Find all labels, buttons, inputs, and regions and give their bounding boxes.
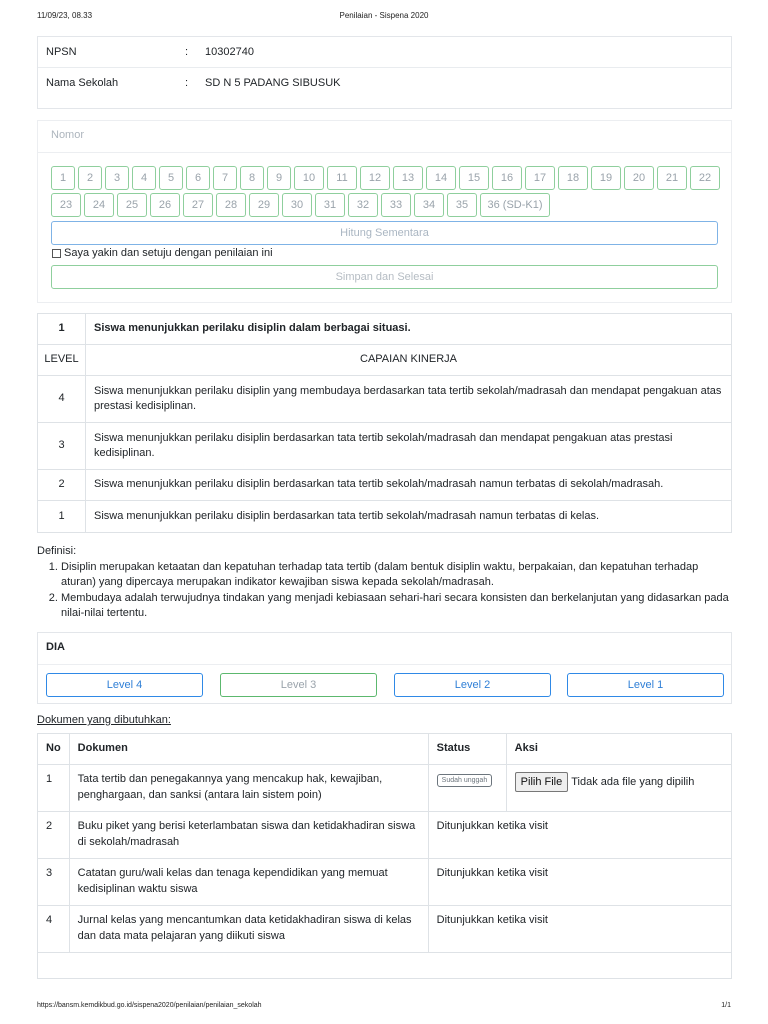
agree-checkbox[interactable]: [52, 249, 61, 258]
dokumen-table: [37, 733, 732, 979]
number-button-16[interactable]: 16: [492, 166, 522, 190]
dokumen-name: Buku piket yang berisi keterlambatan siswa dan ketidakhadiran siswa di sekolah/madrasah: [69, 812, 428, 859]
dokumen-row: [38, 812, 732, 859]
capaian-header: CAPAIAN KINERJA: [86, 345, 732, 376]
number-button-20[interactable]: 20: [624, 166, 654, 190]
dokumen-name: Tata tertib dan penegakannya yang mencakup hak, kewajiban, penghargaan, dan sanksi (antara lain sistem poin): [69, 765, 428, 812]
number-row-1: [51, 166, 720, 190]
number-button-27[interactable]: 27: [183, 193, 213, 217]
indicator-title: Siswa menunjukkan perilaku disiplin dalam berbagai situasi.: [86, 314, 732, 345]
number-button-28[interactable]: 28: [216, 193, 246, 217]
number-button-11[interactable]: 11: [327, 166, 357, 190]
dia-title: DIA: [46, 641, 65, 653]
row-number: 3: [38, 859, 70, 906]
level-description: Siswa menunjukkan perilaku disiplin berdasarkan tata tertib sekolah/madrasah dan mendapat pengakuan atas prestasi kedisiplinan.: [86, 423, 732, 470]
status-text: Ditunjukkan ketika visit: [428, 859, 731, 906]
level-2-button[interactable]: Level 2: [394, 673, 551, 697]
number-button-32[interactable]: 32: [348, 193, 378, 217]
level-row: [38, 423, 732, 470]
school-name-row: [38, 68, 731, 99]
level-header-row: [38, 345, 732, 376]
status-cell: [428, 765, 506, 812]
dokumen-name: Catatan guru/wali kelas dan tenaga kependidikan yang memuat kedisiplinan waktu siswa: [69, 859, 428, 906]
number-button-29[interactable]: 29: [249, 193, 279, 217]
status-header: Status: [428, 734, 506, 765]
npsn-value: 10302740: [205, 46, 254, 58]
status-badge: Sudah unggah: [437, 774, 493, 787]
number-button-34[interactable]: 34: [414, 193, 444, 217]
number-button-25[interactable]: 25: [117, 193, 147, 217]
dokumen-name: Jurnal kelas yang mencantumkan data ketidakhadiran siswa di kelas dan data mata pelajaran yang diikuti siswa: [69, 906, 428, 953]
definisi-item: 1. Disiplin merupakan ketaatan dan kepatuhan terhadap tata tertib (dalam bentuk disiplin waktu, berpakaian, dan kepatuhan terhadap aturan) yang dipercaya merupakan indikator kewajiban siswa kepada sekolah/madrasah.: [61, 560, 732, 591]
number-button-19[interactable]: 19: [591, 166, 621, 190]
status-text: Ditunjukkan ketika visit: [428, 812, 731, 859]
level-number: 3: [38, 423, 86, 470]
level-row: [38, 376, 732, 423]
level-description: Siswa menunjukkan perilaku disiplin berdasarkan tata tertib sekolah/madrasah namun terbatas di kelas.: [86, 501, 732, 533]
number-button-36[interactable]: 36 (SD-K1): [480, 193, 550, 217]
level-number: 4: [38, 376, 86, 423]
level-header: LEVEL: [38, 345, 86, 376]
simpan-selesai-button[interactable]: Simpan dan Selesai: [51, 265, 718, 289]
number-button-8[interactable]: 8: [240, 166, 264, 190]
row-number: 1: [38, 765, 70, 812]
level-table: [37, 313, 732, 533]
dokumen-row: [38, 765, 732, 812]
colon: :: [185, 46, 189, 58]
level-description: Siswa menunjukkan perilaku disiplin berdasarkan tata tertib sekolah/madrasah namun terbatas di sekolah/madrasah.: [86, 470, 732, 501]
number-button-3[interactable]: 3: [105, 166, 129, 190]
print-header: [0, 11, 768, 21]
dokumen-row: [38, 906, 732, 953]
empty-cell: [38, 953, 732, 979]
dokumen-header: Dokumen: [69, 734, 428, 765]
print-url: https://bansm.kemdikbud.go.id/sispena2020/penilaian/penilaian_sekolah: [37, 1002, 262, 1009]
status-text: Ditunjukkan ketika visit: [428, 906, 731, 953]
level-number: 1: [38, 501, 86, 533]
colon: :: [185, 77, 189, 89]
aksi-header: Aksi: [506, 734, 731, 765]
indicator-row: [38, 314, 732, 345]
row-number: 4: [38, 906, 70, 953]
number-button-26[interactable]: 26: [150, 193, 180, 217]
choose-file-button[interactable]: Pilih File: [515, 772, 569, 792]
level-1-button[interactable]: Level 1: [567, 673, 724, 697]
number-button-13[interactable]: 13: [393, 166, 423, 190]
dokumen-title: Dokumen yang dibutuhkan:: [37, 714, 171, 726]
divider: [38, 152, 731, 153]
number-button-33[interactable]: 33: [381, 193, 411, 217]
agree-checkbox-row[interactable]: [52, 246, 273, 260]
indicator-number: 1: [38, 314, 86, 345]
aksi-cell: [506, 765, 731, 812]
number-button-35[interactable]: 35: [447, 193, 477, 217]
definisi-section: [37, 544, 732, 622]
number-button-23[interactable]: 23: [51, 193, 81, 217]
dokumen-empty-row: [38, 953, 732, 979]
number-button-21[interactable]: 21: [657, 166, 687, 190]
print-title: Penilaian - Sispena 2020: [339, 11, 429, 20]
print-datetime: 11/09/23, 08.33: [37, 11, 93, 20]
dia-card: [37, 632, 732, 704]
number-button-31[interactable]: 31: [315, 193, 345, 217]
number-button-22[interactable]: 22: [690, 166, 720, 190]
level-4-button[interactable]: Level 4: [46, 673, 203, 697]
number-button-1[interactable]: 1: [51, 166, 75, 190]
dokumen-row: [38, 859, 732, 906]
npsn-label: NPSN: [46, 46, 77, 58]
level-description: Siswa menunjukkan perilaku disiplin yang membudaya berdasarkan tata tertib sekolah/madrasah dan mendapat pengakuan atas prestasi kedisiplinan.: [86, 376, 732, 423]
number-button-9[interactable]: 9: [267, 166, 291, 190]
hitung-sementara-button[interactable]: Hitung Sementara: [51, 221, 718, 245]
agree-label: Saya yakin dan setuju dengan penilaian ini: [64, 247, 273, 259]
definisi-title: Definisi:: [37, 545, 77, 557]
level-3-button[interactable]: Level 3: [220, 673, 377, 697]
school-name-value: SD N 5 PADANG SIBUSUK: [205, 77, 341, 89]
nomor-card: [37, 120, 732, 303]
number-button-5[interactable]: 5: [159, 166, 183, 190]
number-button-4[interactable]: 4: [132, 166, 156, 190]
number-button-24[interactable]: 24: [84, 193, 114, 217]
dokumen-header-row: [38, 734, 732, 765]
nomor-title: Nomor: [51, 129, 85, 141]
number-button-14[interactable]: 14: [426, 166, 456, 190]
number-button-15[interactable]: 15: [459, 166, 489, 190]
number-button-2[interactable]: 2: [78, 166, 102, 190]
no-file-text: Tidak ada file yang dipilih: [571, 776, 695, 788]
no-header: No: [38, 734, 70, 765]
print-page-number: 1/1: [721, 1002, 731, 1009]
definisi-list: [61, 560, 732, 622]
number-button-17[interactable]: 17: [525, 166, 555, 190]
level-row: [38, 470, 732, 501]
number-button-6[interactable]: 6: [186, 166, 210, 190]
number-button-30[interactable]: 30: [282, 193, 312, 217]
number-button-18[interactable]: 18: [558, 166, 588, 190]
number-button-10[interactable]: 10: [294, 166, 324, 190]
level-row: [38, 501, 732, 533]
school-name-label: Nama Sekolah: [46, 77, 119, 89]
npsn-row: [38, 37, 731, 68]
school-info-card: [37, 36, 732, 109]
definisi-item: 2. Membudaya adalah terwujudnya tindakan yang menjadi kebiasaan sehari-hari secara konsisten dan berkelanjutan yang didasarkan pada nilai-nilai tertentu.: [61, 591, 732, 622]
row-number: 2: [38, 812, 70, 859]
divider: [38, 664, 731, 665]
number-row-2: [51, 193, 550, 217]
level-number: 2: [38, 470, 86, 501]
number-button-12[interactable]: 12: [360, 166, 390, 190]
number-button-7[interactable]: 7: [213, 166, 237, 190]
